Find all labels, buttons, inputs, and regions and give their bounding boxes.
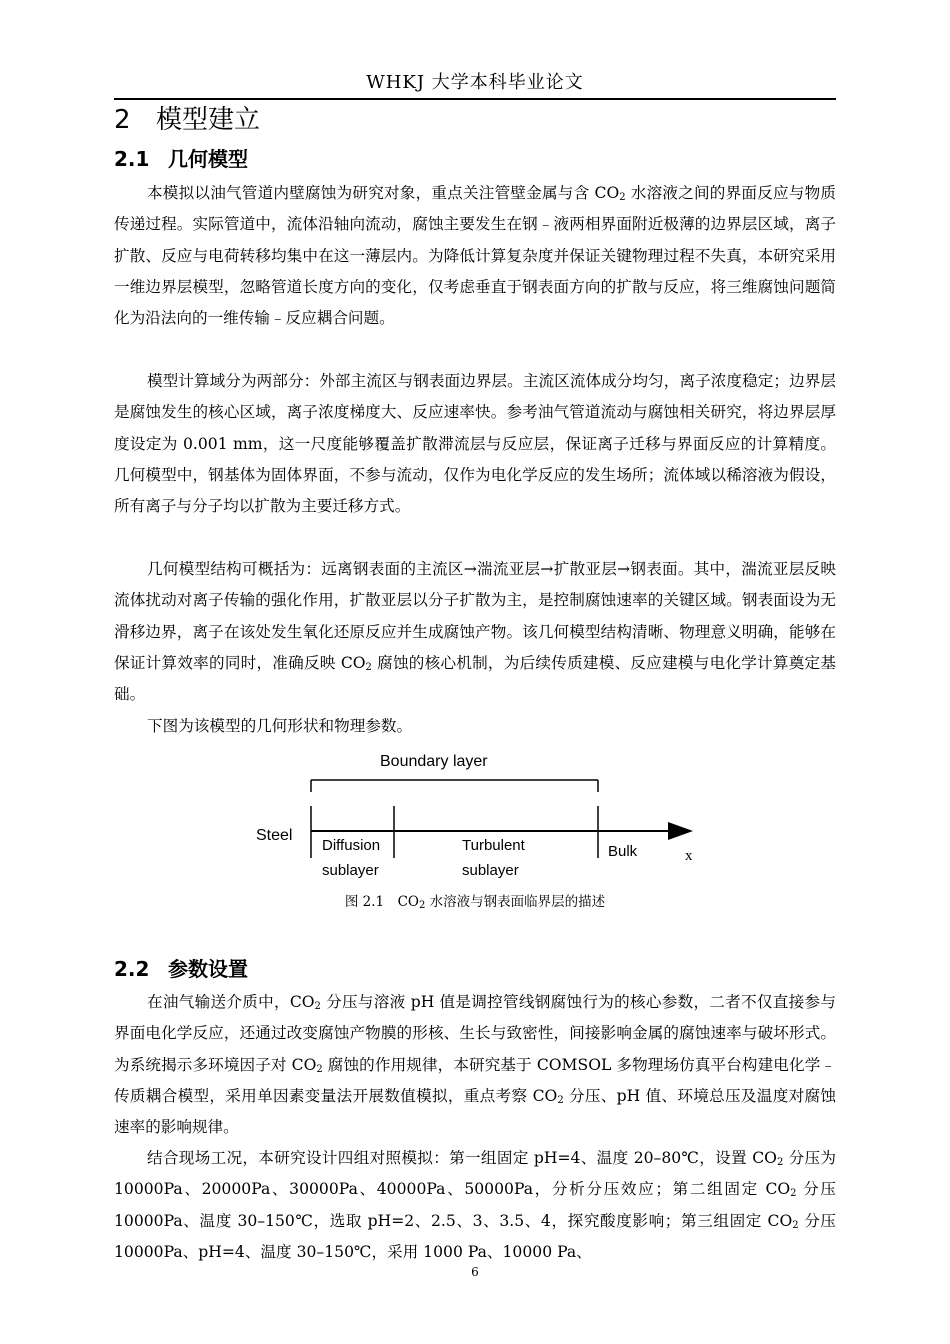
paragraph-6: 结合现场工况，本研究设计四组对照模拟：第一组固定 pH=4、温度 20–80℃，设置 $CO_2$ 分压为 10000Pa、20000Pa、30000Pa、40000Pa、50000Pa，分析分压效应；第二组固定 $CO_2$ 分压 10000Pa、温度 30–150℃，选取 pH=2、2.5、3、3.5、4，探究酸度影响；第三组固定 $CO_2$ 分压 10000Pa、pH=4、温度 30–150℃，采用 1000 Pa、10000 Pa、 [114, 1149, 836, 1261]
x-axis-label: x [685, 848, 693, 864]
boundary-layer-label: Boundary layer [380, 753, 488, 770]
section-heading-parameters [114, 956, 248, 982]
section-title: 参数设置 [168, 957, 248, 981]
turbulent-label-line2: sublayer [462, 862, 519, 879]
paragraph-4: 下图为该模型的几何形状和物理参数。 [147, 717, 413, 735]
chapter-title: 模型建立 [156, 105, 261, 135]
page-number: 6 [471, 1265, 479, 1279]
bulk-label: Bulk [608, 843, 638, 860]
paragraph-1: 本模拟以油气管道内壁腐蚀为研究对象，重点关注管壁金属与含 $CO_2$ 水溶液之间的界面反应与物质传递过程。实际管道中，流体沿轴向流动，腐蚀主要发生在钢﹣液两相界面附近极薄的边界层区域，离子扩散、反应与电荷转移均集中在这一薄层内。为降低计算复杂度并保证关键物理过程不失真，本研究采用一维边界层模型，忽略管道长度方向的变化，仅考虑垂直于钢表面方向的扩散与反应，将三维腐蚀问题简化为沿法向的一维传输﹣反应耦合问题。 [114, 184, 836, 328]
steel-label: Steel [256, 827, 293, 844]
header-divider [114, 98, 836, 100]
section-title: 几何模型 [168, 147, 248, 171]
paragraph-2: 模型计算域分为两部分：外部主流区与钢表面边界层。主流区流体成分均匀，离子浓度稳定；边界层是腐蚀发生的核心区域，离子浓度梯度大、反应速率快。参考油气管道流动与腐蚀相关研究，将边界层厚度设定为 0.001 mm，这一尺度能够覆盖扩散滞流层与反应层，保证离子迁移与界面反应的计算精度。几何模型中，钢基体为固体界面，不参与流动，仅作为电化学反应的发生场所；流体域以稀溶液为假设，所有离子与分子均以扩散为主要迁移方式。 [114, 372, 836, 516]
x-axis-arrowhead [668, 822, 693, 840]
turbulent-label-line1: Turbulent [462, 837, 525, 854]
section-number: 2.1 [114, 147, 150, 171]
figure-caption: 图 2.1 $CO_2$ 水溶液与钢表面临界层的描述 [344, 894, 606, 911]
page-header: WHKJ 大学本科毕业论文 [366, 72, 584, 93]
paragraph-3: 几何模型结构可概括为：远离钢表面的主流区→湍流亚层→扩散亚层→钢表面。其中，湍流亚层反映流体扰动对离子传输的强化作用，扩散亚层以分子扩散为主，是控制腐蚀速率的关键区域。钢表面设为无滑移边界，离子在该处发生氧化还原反应并生成腐蚀产物。该几何模型结构清晰、物理意义明确，能够在保证计算效率的同时，准确反映 $CO_2$ 腐蚀的核心机制，为后续传质建模、反应建模与电化学计算奠定基础。 [114, 560, 836, 704]
section-heading-geometry [114, 146, 248, 172]
chapter-number: 2 [114, 105, 131, 135]
chapter-heading [114, 104, 260, 136]
paragraph-5: 在油气输送介质中，$CO_2$ 分压与溶液 pH 值是调控管线钢腐蚀行为的核心参数，二者不仅直接参与界面电化学反应，还通过改变腐蚀产物膜的形核、生长与致密性，间接影响金属的腐蚀速率与破坏形式。为系统揭示多环境因子对 $CO_2$ 腐蚀的作用规律，本研究基于 COMSOL 多物理场仿真平台构建电化学﹣传质耦合模型，采用单因素变量法开展数值模拟，重点考察 $CO_2$ 分压、pH 值、环境总压及温度对腐蚀速率的影响规律。 [114, 993, 837, 1137]
diffusion-label-line1: Diffusion [322, 837, 381, 854]
boundary-layer-figure [250, 740, 710, 890]
section-number: 2.2 [114, 957, 150, 981]
diffusion-label-line2: sublayer [322, 862, 379, 879]
